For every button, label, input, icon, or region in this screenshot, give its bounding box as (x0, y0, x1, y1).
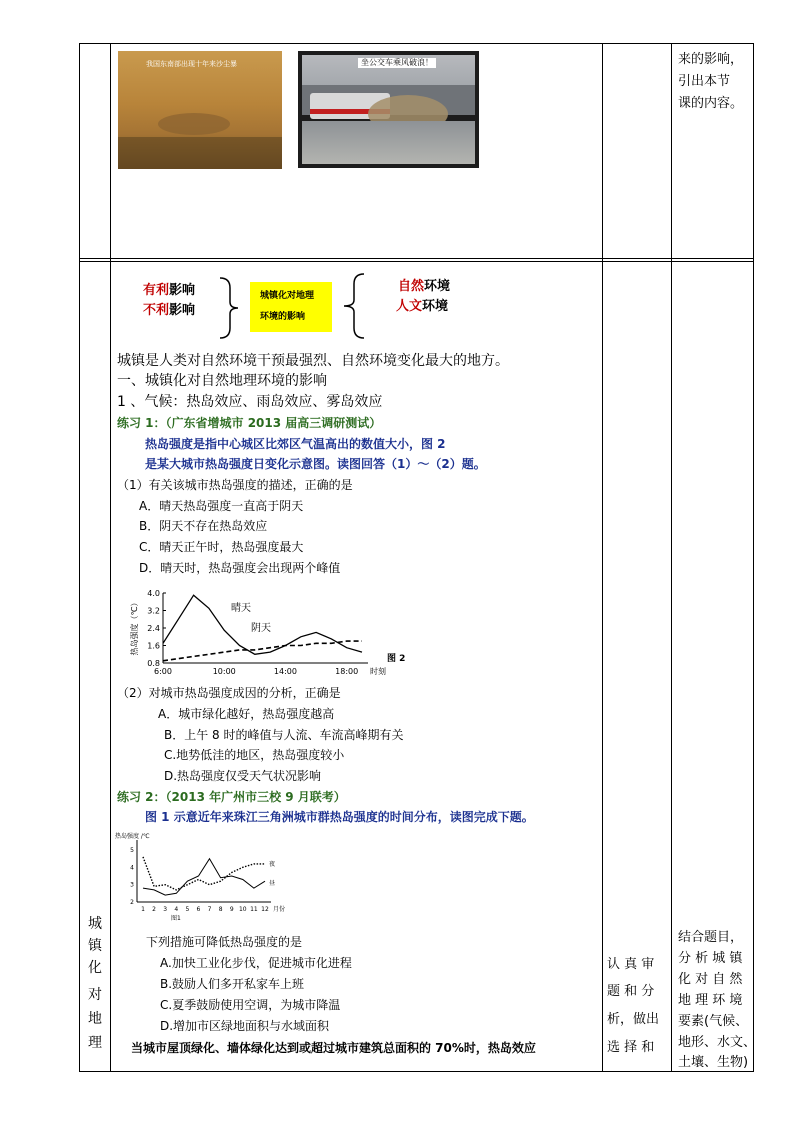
right-note-line-1: 来的影响， (678, 52, 744, 67)
heading-1: 一、城镇化对自然地理环境的影响 (117, 373, 327, 389)
question-2: （2）对城市热岛强度成因的分析，正确是 (117, 686, 341, 700)
x-tick-label: 5 (185, 906, 190, 913)
y-tick-label: 4.0 (147, 589, 160, 598)
heat-island-daily-chart (127, 585, 417, 680)
table-border-left (79, 43, 80, 1072)
table-col-divider-3 (671, 43, 672, 1072)
intro-text: 城镇是人类对自然环境干预最强烈、自然环境变化最大的地方。 (117, 353, 509, 369)
exercise-1-line-1: 热岛强度是指中心城区比郊区气温高出的数值大小，图 2 (145, 437, 446, 451)
diagram-center-box (250, 282, 332, 332)
heading-2: 1 、气候：热岛效应、雨岛效应、雾岛效应 (117, 394, 383, 410)
x-tick-label: 9 (229, 906, 234, 913)
unfavorable-text: 不利 (143, 303, 170, 318)
y-tick-label: 4 (130, 864, 134, 872)
diagram-right-top (398, 278, 450, 295)
x-tick-label: 10 (238, 906, 247, 913)
sunny-series-label: 晴天 (231, 603, 251, 614)
last-line: 当城市屋顶绿化、墙体绿化达到或超过城市建筑总面积的 70%时，热岛效应 (131, 1041, 536, 1055)
col4-line-3: 析，做出 (607, 1012, 660, 1027)
table-col-divider-2 (602, 43, 603, 1072)
q3-option-a: A.加快工业化步伐，促进城市化进程 (160, 956, 352, 970)
x-tick-label: 6 (196, 906, 201, 913)
photo2-caption: 坐公交车乘风破浪！ (358, 58, 436, 68)
flood-bus-photo (298, 51, 479, 168)
y-tick-label: 5 (130, 847, 134, 854)
left-brace-icon (218, 276, 242, 340)
left-col-char-4: 对 (88, 987, 102, 1003)
y-tick-label: 2 (130, 899, 134, 906)
col5-line-1: 结合题目， (678, 930, 744, 945)
table-border-top (79, 43, 754, 44)
x-tick-label: 6:00 (154, 667, 172, 676)
q1-option-d: D．晴天时，热岛强度会出现两个峰值 (139, 561, 341, 575)
left-col-char-6: 理 (88, 1035, 102, 1051)
center-box-line-1: 城镇化对地理 (260, 291, 315, 301)
question-1: （1）有关该城市热岛强度的描述，正确的是 (117, 478, 353, 492)
impact-text: 影响 (169, 283, 196, 298)
q1-option-c: C．晴天正午时，热岛强度最大 (139, 540, 304, 554)
table-row-divider-2 (79, 261, 754, 262)
col5-line-7: 土壤、生物) (678, 1055, 749, 1070)
x-tick-label: 14:00 (273, 667, 297, 676)
stadium-shape (158, 113, 230, 135)
table-border-right (753, 43, 754, 1072)
q2-option-d: D.热岛强度仅受天气状况影响 (164, 769, 322, 783)
center-box-line-2: 环境的影响 (260, 312, 306, 322)
q2-option-a: A．城市绿化越好，热岛强度越高 (158, 707, 335, 721)
environment-text: 环境 (424, 279, 451, 294)
q3-option-d: D.增加市区绿地面积与水域面积 (160, 1019, 330, 1033)
figure-label: 图1 (171, 915, 181, 922)
col5-line-6: 地形、水文、 (678, 1035, 757, 1050)
x-tick-label: 4 (174, 906, 179, 913)
exercise-2-label: 练习 2：（2013 年广州市三校 9 月联考） (117, 790, 346, 804)
x-axis-label: 月份 (273, 906, 286, 913)
photo1-caption: 我国东南部出现十年来沙尘暴 (146, 60, 237, 68)
col5-line-2: 分 析 城 镇 (678, 951, 743, 966)
y-tick-label: 0.8 (147, 659, 160, 668)
q3-option-c: C.夏季鼓励使用空调，为城市降温 (160, 998, 341, 1012)
y-tick-label: 3 (130, 881, 134, 889)
col5-line-4: 地 理 环 境 (678, 993, 743, 1008)
y-tick-label: 1.6 (147, 641, 160, 651)
human-text: 人文 (396, 299, 423, 314)
diagram-right-bottom (396, 298, 448, 315)
table-row-divider (79, 258, 754, 259)
natural-text: 自然 (398, 279, 425, 294)
x-tick-label: 2 (152, 906, 157, 913)
impact-text-2: 影响 (169, 303, 196, 318)
x-tick-label: 3 (163, 906, 168, 913)
y-axis-label: 热岛强度 /℃ (115, 833, 150, 840)
question-3: 下列措施可降低热岛强度的是 (146, 935, 303, 949)
q2-option-b: B．上午 8 时的峰值与人流、车流高峰期有关 (164, 728, 404, 742)
right-note-line-3: 课的内容。 (678, 96, 744, 111)
building-shape (118, 137, 282, 169)
col5-line-5: 要素(气候、 (678, 1014, 749, 1029)
exercise-1-label: 练习 1：（广东省增城市 2013 届高三调研测试） (117, 416, 382, 430)
diagram-left-top (143, 282, 195, 299)
left-col-char-1: 城 (88, 916, 102, 932)
x-tick-label: 18:00 (335, 667, 359, 676)
favorable-text: 有利 (143, 283, 170, 298)
q1-option-a: A．晴天热岛强度一直高于阴天 (139, 499, 304, 513)
x-tick-label: 11 (250, 906, 258, 913)
diagram-left-bottom (143, 302, 195, 319)
day-series-label: 昼 (269, 880, 276, 888)
col4-line-1: 认 真 审 (607, 957, 655, 972)
cloudy-series-line (163, 641, 362, 661)
right-note-line-2: 引出本节 (678, 74, 731, 89)
x-tick-label: 12 (261, 906, 269, 913)
col4-line-4: 选 择 和 (607, 1040, 655, 1055)
x-axis-label: 时刻 (370, 667, 386, 676)
day-series-line (143, 859, 265, 895)
sandstorm-photo (118, 51, 282, 169)
water-area (302, 121, 475, 164)
x-tick-label: 10:00 (212, 667, 236, 676)
figure-label: 图 2 (387, 654, 406, 664)
night-series-label: 夜 (269, 860, 276, 868)
left-col-char-3: 化 (88, 960, 102, 976)
q2-option-c: C.地势低洼的地区，热岛强度较小 (164, 748, 345, 762)
night-series-line (143, 857, 265, 890)
col4-line-2: 题 和 分 (607, 984, 655, 999)
environment-text-2: 环境 (422, 299, 449, 314)
col5-line-3: 化 对 自 然 (678, 972, 743, 987)
left-col-char-5: 地 (88, 1011, 102, 1027)
heat-island-monthly-chart (113, 830, 293, 926)
y-axis-label: 热岛强度（℃） (130, 598, 139, 656)
x-tick-label: 7 (207, 906, 212, 913)
y-tick-label: 2.4 (147, 624, 160, 633)
left-col-char-2: 镇 (88, 938, 102, 954)
q3-option-b: B.鼓励人们多开私家车上班 (160, 977, 305, 991)
exercise-2-line-1: 图 1 示意近年来珠江三角洲城市群热岛强度的时间分布，读图完成下题。 (145, 810, 534, 824)
table-border-bottom (79, 1071, 754, 1072)
right-brace-icon (340, 272, 366, 340)
q1-option-b: B．阴天不存在热岛效应 (139, 519, 268, 533)
exercise-1-line-2: 是某大城市热岛强度日变化示意图。读图回答（1）～（2）题。 (145, 457, 486, 471)
cloudy-series-label: 阴天 (251, 623, 271, 634)
table-col-divider-1 (110, 43, 111, 1072)
x-tick-label: 8 (218, 906, 223, 913)
y-tick-label: 3.2 (147, 606, 160, 616)
x-tick-label: 1 (141, 906, 145, 913)
